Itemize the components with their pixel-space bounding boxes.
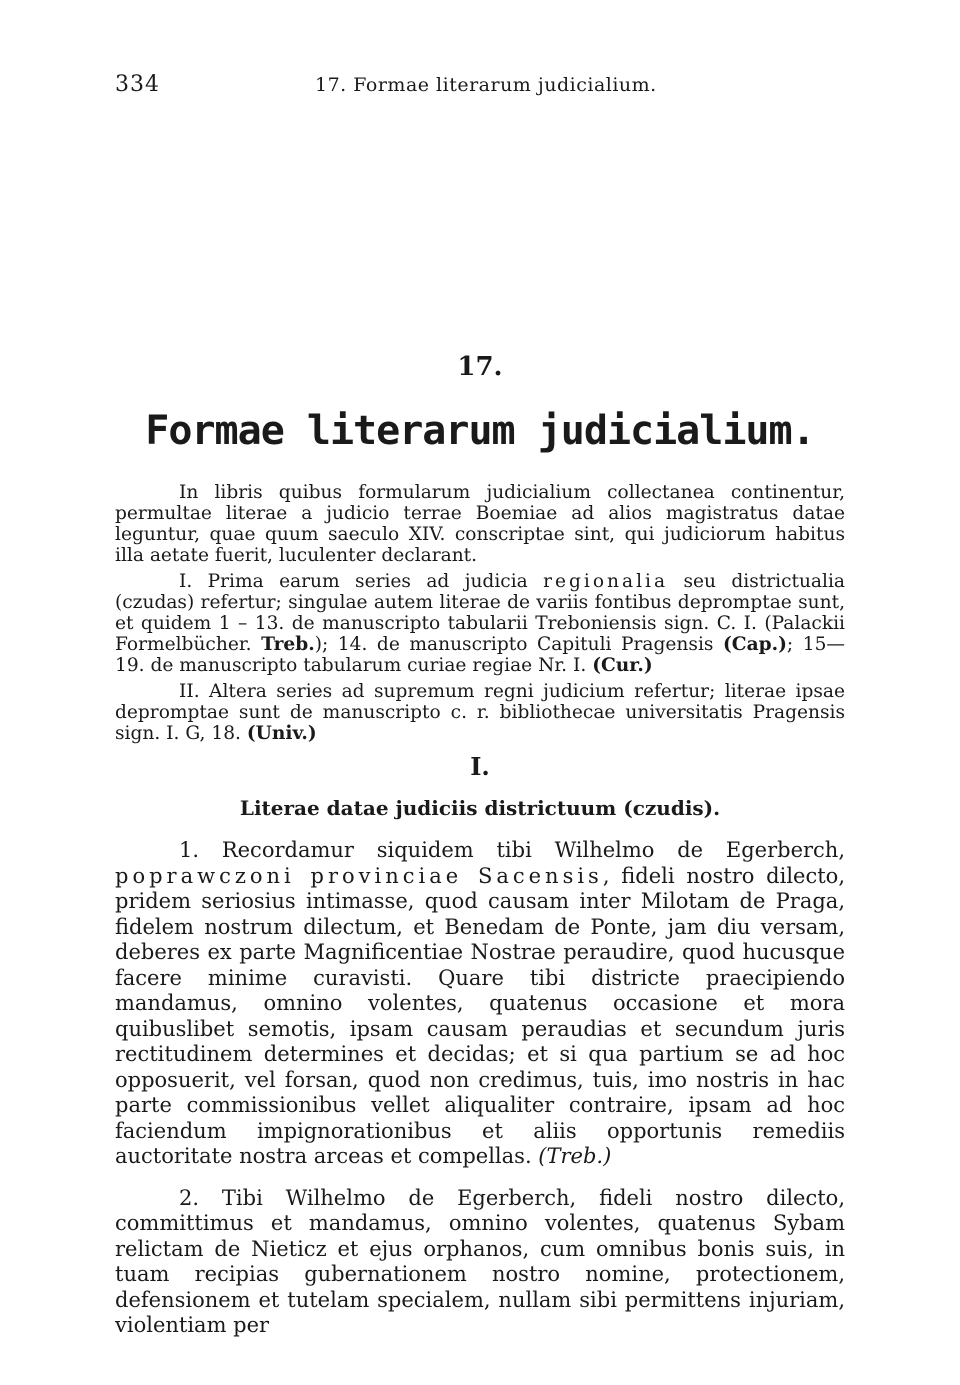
page-number: 334 (115, 72, 160, 97)
intro-series-two (115, 681, 845, 744)
document-1-text: , fideli nostro dilecto, pridem seriosius intimasse, quod causam inter Milotam de Praga, fidelem nostrum dilectum, et Benedam de Ponte, jam diu versam, deberes ex parte Magnificentiae Nostrae peraudire, quod hucusque facere minime curavisti. Quare tibi districte praecipiendo mandamus, omnino volentes, quatenus occasione et mora quibuslibet semotis, ipsam causam peraudias et secundum juris rectitudinem determines et decidas; et si qua partium se ad hoc opposuerit, vel forsan, quod non credimus, tuis, imo nostris in hac parte commissionibus vellet aliqualiter contraire, ipsam ad hoc faciendum impignorationibus et aliis opportunis remediis auctoritate nostra arceas et compellas. (115, 863, 845, 1168)
siglum-cur: (Cur.) (592, 655, 653, 676)
intro-series-one (115, 571, 845, 676)
document-1 (115, 838, 845, 1170)
series-one-text: ; 15—19. de manuscripto tabularum curiae regiae Nr. I. (115, 634, 845, 676)
office-title: poprawczoni provinciae Sacensis (115, 863, 603, 888)
regionalia-term: regionalia (543, 571, 669, 592)
series-one-text: ); 14. de manuscripto Capituli Pragensis (314, 634, 723, 655)
siglum-univ: (Univ.) (246, 723, 317, 744)
siglum-cap: (Cap.) (723, 634, 787, 655)
section-number: I. (470, 752, 490, 781)
running-title: 17. Formae literarum judicialium. (315, 74, 657, 96)
running-head (115, 72, 845, 106)
document-2: 2. Tibi Wilhelmo de Egerberch, fideli nostro dilecto, committimus et mandamus, omnino volentes, quatenus Sybam relictam de Nieticz et ejus orphanos, cum omnibus bonis suis, in tuam recipias gubernationem nostro nomine, protectionem, defensionem et tutelam specialem, nullam sibi permittens injuriam, violentiam per (115, 1185, 845, 1337)
siglum-treb: Treb. (261, 634, 315, 655)
documents (115, 838, 845, 1339)
series-two-text: II. Altera series ad supremum regni judicium refertur; literae ipsae depromptae sunt de manuscripto c. r. bibliothecae universitatis Pragensis sign. I. G, 18. (115, 681, 845, 744)
introduction (115, 482, 845, 744)
intro-paragraph: In libris quibus formularum judicialium collectanea continentur, permultae literae a judicio terrae Boemiae ad alios magistratus datae leguntur, quae quum saeculo XIV. conscriptae sint, qui judiciorum habitus illa aetate fuerit, luculenter declarant. (115, 482, 845, 566)
source-siglum: (Treb.) (538, 1144, 612, 1168)
document-1-text: 1. Recordamur siquidem tibi Wilhelmo de Egerberch, (179, 838, 845, 862)
section-title: Literae datae judiciis districtuum (czudis). (239, 796, 721, 820)
chapter-number: 17. (457, 352, 503, 382)
chapter-title: Formae literarum judicialium. (145, 408, 815, 454)
series-one-text: I. Prima earum series ad judicia (179, 571, 544, 592)
series-one-text: seu districtualia (czudas) refertur; singulae autem literae de variis fontibus depromptae sunt, et quidem 1 – 13. de manuscripto tabularii Treboniensis sign. C. I. (Palackii Formelbücher. (115, 571, 845, 655)
